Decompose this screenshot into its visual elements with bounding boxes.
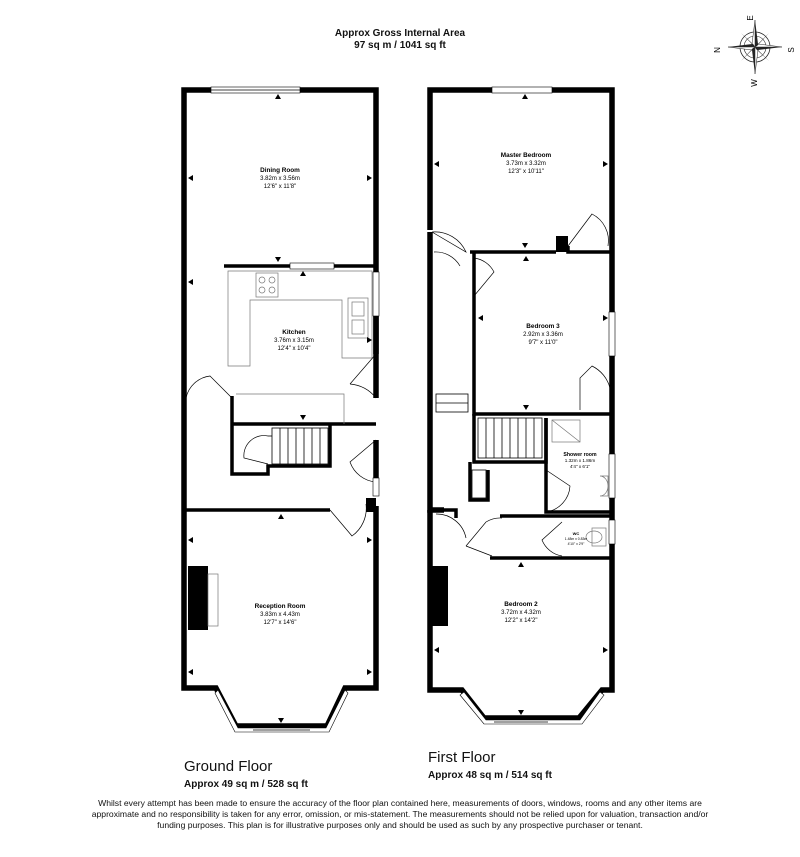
reception-room-imperial: 12'7" x 14'6" (263, 620, 297, 626)
bedroom2-door (466, 518, 502, 546)
reception-door (330, 504, 366, 536)
master-bedroom-imperial: 12'3" x 10'11" (508, 169, 544, 175)
bedroom2-name: Bedroom 2 (504, 601, 538, 608)
kitchen-internal-window (290, 263, 334, 269)
shower-door (546, 470, 570, 512)
kitchen-name: Kitchen (282, 329, 306, 336)
wc-metric: 1.48m x 0.83m (564, 537, 588, 541)
disclaimer-text: Whilst every attempt has been made to ensure the accuracy of the floor plan contained here, measurements of doors, windows, rooms and any other items are approximate and no responsibility is taken for any error, omission, or mis-statement. The measurements should not be relied upon for valuation, transaction and/or funding purposes. This plan is for illustrative purposes only and should be used as such by any prospective purchaser or tenant. (91, 798, 709, 830)
dining-room-imperial: 12'6" x 11'8" (263, 184, 297, 190)
compass-w: W (750, 79, 759, 87)
ground-floor-title: Ground Floor (184, 758, 273, 775)
first-floor-title: First Floor (428, 749, 496, 766)
shower-window (609, 454, 615, 498)
wc-imperial: 4'10" x 2'9" (567, 542, 585, 546)
sink-icon (348, 298, 368, 338)
wc-window (609, 520, 615, 544)
first-floor-plan (430, 87, 615, 724)
first-stairs (470, 414, 546, 500)
master-door (432, 232, 466, 252)
bedroom3-name: Bedroom 3 (526, 323, 560, 330)
hob-icon (256, 273, 278, 297)
ground-stairs (232, 424, 330, 474)
kitchen-imperial: 12'4" x 10'4" (277, 346, 311, 352)
compass-e: E (746, 15, 755, 21)
master-bedroom-name: Master Bedroom (500, 152, 552, 159)
reception-fireplace (188, 566, 208, 630)
shower-room-imperial: 4'4" x 6'1" (569, 464, 591, 469)
compass-n: N (713, 47, 722, 53)
master-window (492, 87, 552, 93)
kitchen-metric: 3.76m x 3.15m (274, 338, 314, 344)
master-cupboard-door (568, 214, 608, 246)
dining-room-metric: 3.82m x 3.56m (260, 176, 300, 182)
kitchen-hall-door (186, 376, 232, 398)
hall-window (373, 478, 379, 496)
wc-name: WC (572, 531, 580, 536)
bedroom3-cupboard-door (580, 366, 610, 410)
bedroom2-imperial: 12'2" x 14'2" (504, 618, 538, 624)
shower-room-metric: 1.32m x 1.86m (564, 458, 596, 463)
first-floor-area: Approx 48 sq m / 514 sq ft (428, 770, 552, 781)
gross-area-value: 97 sq m / 1041 sq ft (354, 40, 446, 51)
ground-floor-area: Approx 49 sq m / 528 sq ft (184, 779, 308, 790)
dining-room-name: Dining Room (260, 167, 300, 174)
master-bedroom-metric: 3.73m x 3.32m (506, 161, 546, 167)
bedroom3-door (474, 258, 494, 296)
bedroom2-metric: 3.72m x 4.32m (501, 610, 541, 616)
bedroom3-metric: 2.92m x 3.36m (523, 332, 563, 338)
reception-room-name: Reception Room (254, 603, 306, 610)
gross-area-title: Approx Gross Internal Area (334, 28, 466, 39)
shower-basin-icon (600, 476, 608, 496)
wc-door (542, 522, 562, 556)
kitchen-window (373, 272, 379, 316)
front-door (350, 440, 376, 482)
kitchen-side-door (350, 354, 376, 398)
bedroom2-chimney (432, 566, 448, 626)
bedroom3-window (609, 312, 615, 356)
shower-room-name: Shower room (563, 452, 597, 458)
compass-s: S (787, 47, 796, 53)
reception-room-metric: 3.83m x 4.43m (260, 612, 300, 618)
bedroom3-imperial: 9'7" x 11'0" (528, 340, 558, 346)
